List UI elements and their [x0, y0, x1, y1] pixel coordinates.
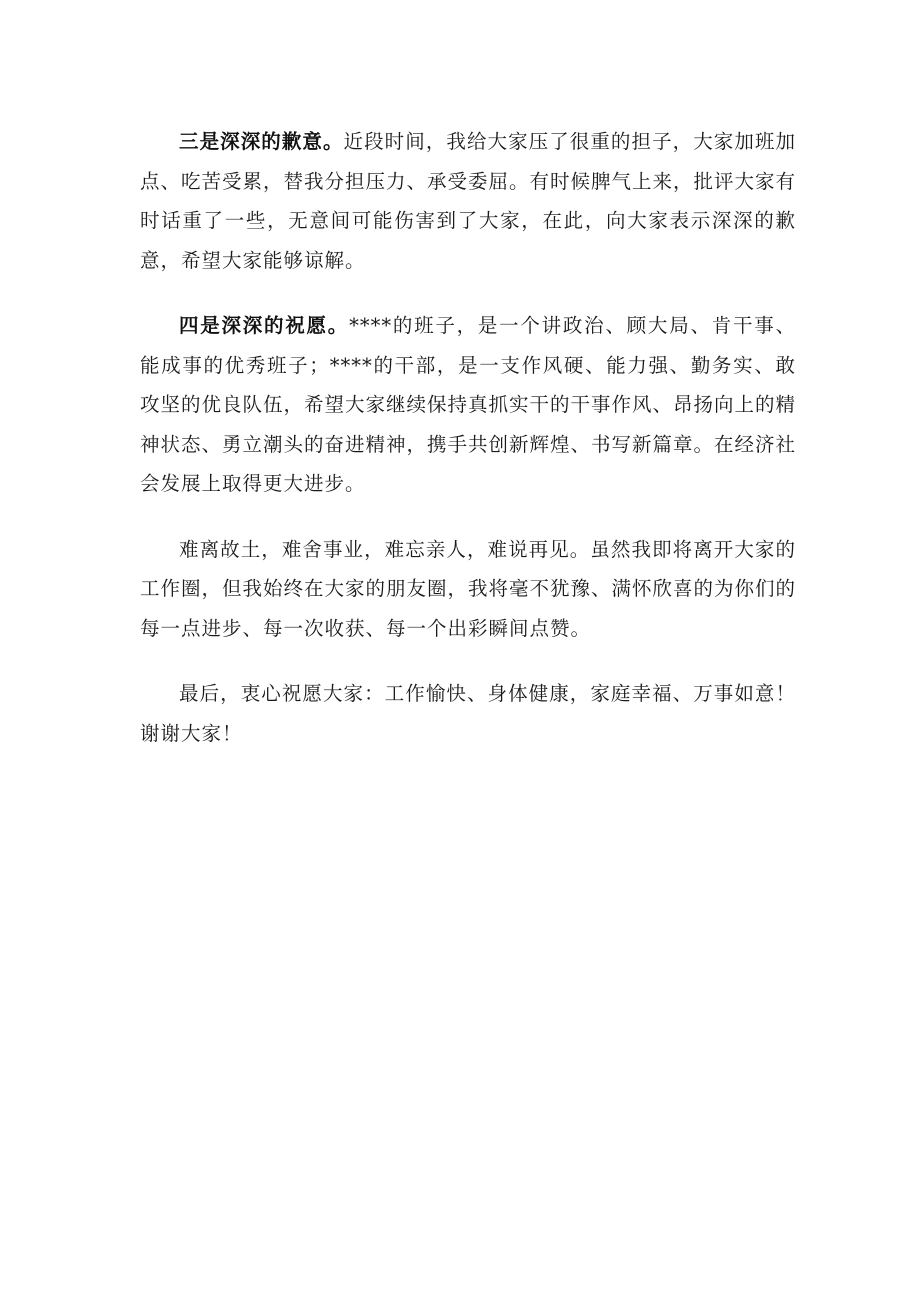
paragraph-text: 难离故土，难舍事业，难忘亲人，难说再见。虽然我即将离开大家的工作圈，但我始终在大家的朋友圈，我将毫不犹豫、满怀欣喜的为你们的每一点进步、每一次收获、每一个出彩瞬间点赞。 — [140, 537, 797, 640]
paragraph-heading: 四是深深的祝愿。 — [179, 314, 350, 337]
paragraph-text: 最后，衷心祝愿大家：工作愉快、身体健康，家庭幸福、万事如意！谢谢大家！ — [140, 682, 796, 745]
paragraph-heading: 三是深深的歉意。 — [179, 130, 344, 153]
paragraph-text: 近段时间，我给大家压了很重的担子，大家加班加点、吃苦受累，替我分担压力、承受委屈。有时候脾气上来，批评大家有时话重了一些，无意间可能伤害到了大家，在此，向大家表示深深的歉意，希望大家能够谅解。 — [140, 130, 797, 272]
paragraph-wishes — [140, 306, 796, 504]
paragraph-text: ****的班子，是一个讲政治、顾大局、肯干事、能成事的优秀班子；****的干部，是一支作风硬、能力强、勤务实、敢攻坚的优良队伍，希望大家继续保持真抓实干的干事作风、昂扬向上的精神状态、勇立潮头的奋进精神，携手共创新辉煌、书写新篇章。在经济社会发展上取得更大进步。 — [140, 314, 797, 495]
paragraph-closing — [140, 674, 796, 753]
document-body — [140, 122, 796, 753]
paragraph-apology — [140, 122, 796, 280]
paragraph-farewell — [140, 530, 796, 649]
